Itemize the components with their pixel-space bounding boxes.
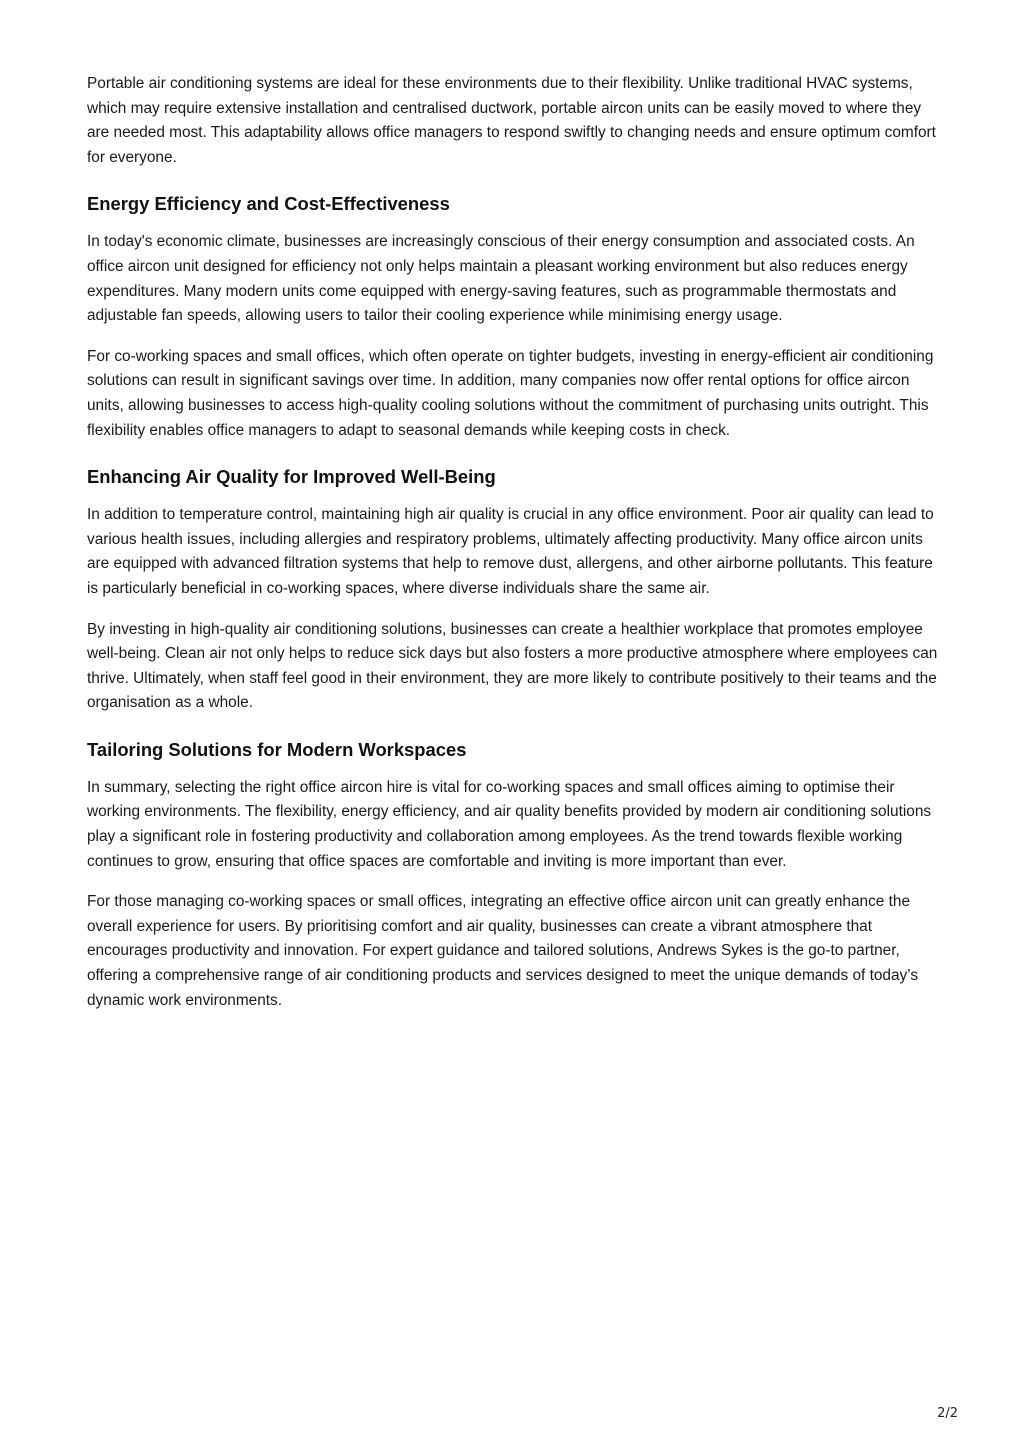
section-heading-modern-workspaces: Tailoring Solutions for Modern Workspaces — [87, 738, 467, 760]
paragraph: For those managing co-working spaces or small offices, integrating an effective office aircon unit can greatly enhance the overall experience for users. By prioritising comfort and air quality, businesses can create a vibrant atmosphere that encourages productivity and innovation. For expert guidance and tailored solutions, Andrews Sykes is the go-to partner, offering a comprehensive range of air conditioning products and services designed to meet the unique demands of today’s dynamic work environments. — [87, 893, 919, 1009]
section-heading-energy-efficiency: Energy Efficiency and Cost-Effectiveness — [87, 193, 450, 215]
paragraph: By investing in high-quality air conditioning solutions, businesses can create a healthier workplace that promotes employee well-being. Clean air not only helps to reduce sick days but also fosters a more productive atmosphere where employees can thrive. Ultimately, when staff feel good in their environment, they are more likely to contribute positively to their teams and the organisation as a whole. — [87, 620, 938, 712]
paragraph: In addition to temperature control, maintaining high air quality is crucial in any office environment. Poor air quality can lead to various health issues, including allergies and respiratory problems, ultimately affecting productivity. Many office aircon units are equipped with advanced filtration systems that help to remove dust, allergens, and other airborne pollutants. This feature is particularly beneficial in co-working spaces, where diverse individuals share the same air. — [87, 506, 934, 597]
page-number: 2/2 — [937, 1406, 958, 1421]
document-page — [87, 72, 943, 1029]
intro-paragraph: Portable air conditioning systems are ideal for these environments due to their flexibility. Unlike traditional HVAC systems, which may require extensive installation and centralised ductwork, portable aircon units can be easily moved to where they are needed most. This adaptability allows office managers to respond swiftly to changing needs and ensure optimum comfort for everyone. — [87, 75, 936, 166]
paragraph: In today's economic climate, businesses are increasingly conscious of their energy consumption and associated costs. An office aircon unit designed for efficiency not only helps maintain a pleasant working environment but also reduces energy expenditures. Many modern units come equipped with energy-saving features, such as programmable thermostats and adjustable fan speeds, allowing users to tailor their cooling experience while minimising energy usage. — [87, 233, 915, 325]
paragraph: In summary, selecting the right office aircon hire is vital for co-working spaces and small offices aiming to optimise their working environments. The flexibility, energy efficiency, and air quality benefits provided by modern air conditioning solutions play a significant role in fostering productivity and collaboration among employees. As the trend towards flexible working continues to grow, ensuring that office spaces are comfortable and inviting is more important than ever. — [87, 778, 932, 870]
section-heading-air-quality: Enhancing Air Quality for Improved Well-Being — [87, 466, 496, 488]
paragraph: For co-working spaces and small offices, which often operate on tighter budgets, investing in energy-efficient air conditioning solutions can result in significant savings over time. In addition, many companies now offer rental options for office aircon units, allowing businesses to access high-quality cooling solutions without the commitment of purchasing units outright. This flexibility enables office managers to adapt to seasonal demands while keeping costs in check. — [87, 347, 934, 439]
